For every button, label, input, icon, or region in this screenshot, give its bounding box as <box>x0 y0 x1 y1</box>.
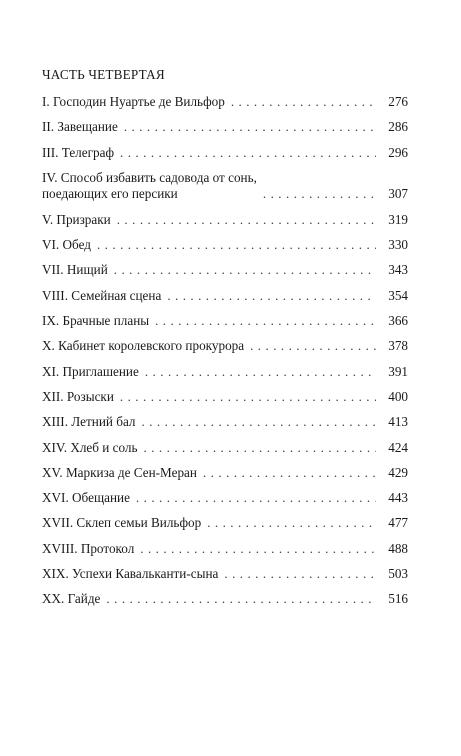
toc-entry-page: 413 <box>388 414 408 430</box>
toc-entry-page: 391 <box>388 363 408 379</box>
leader-dots <box>250 338 376 354</box>
toc-entry-page: 330 <box>388 237 408 253</box>
toc-entry-title: XIV. Хлеб и соль <box>42 439 138 455</box>
toc-entry-title: XV. Маркиза де Сен-Меран <box>42 464 197 480</box>
toc-entry-page: 400 <box>388 388 408 404</box>
toc-entry-title: IX. Брачные планы <box>42 313 150 329</box>
toc-entry-page: 296 <box>388 144 408 160</box>
table-of-contents <box>42 94 408 617</box>
toc-entry-title: X. Кабинет королевского прокурора <box>42 338 245 354</box>
toc-entry-3[interactable] <box>42 145 408 161</box>
toc-entry-7[interactable] <box>42 262 408 278</box>
toc-entry-title: XVI. Обещание <box>42 490 130 506</box>
leader-dots <box>106 591 376 607</box>
leader-dots <box>203 465 376 481</box>
toc-entry-2[interactable] <box>42 119 408 135</box>
toc-entry-title <box>42 170 263 202</box>
toc-entry-page: 443 <box>388 490 408 506</box>
leader-dots <box>120 389 376 405</box>
toc-entry-title: II. Завещание <box>42 119 118 135</box>
leader-dots <box>140 541 376 557</box>
leader-dots <box>114 262 376 278</box>
toc-entry-19[interactable] <box>42 566 408 582</box>
toc-entry-page: 286 <box>388 119 408 135</box>
toc-entry-16[interactable] <box>42 490 408 506</box>
leader-dots <box>167 288 376 304</box>
leader-dots <box>142 414 377 430</box>
toc-entry-17[interactable] <box>42 515 408 531</box>
leader-dots <box>155 313 376 329</box>
toc-entry-page: 488 <box>388 540 408 556</box>
toc-entry-title: XII. Розыски <box>42 388 114 404</box>
toc-entry-page: 503 <box>388 566 408 582</box>
leader-dots <box>231 94 376 110</box>
toc-entry-title: XIX. Успехи Кавальканти-сына <box>42 566 219 582</box>
leader-dots <box>124 119 376 135</box>
toc-entry-4[interactable] <box>42 170 408 202</box>
leader-dots <box>224 566 376 582</box>
leader-dots <box>144 440 376 456</box>
toc-entry-title: VI. Обед <box>42 237 91 253</box>
toc-entry-1[interactable] <box>42 94 408 110</box>
leader-dots <box>145 364 376 380</box>
toc-entry-18[interactable] <box>42 541 408 557</box>
toc-entry-page: 343 <box>388 262 408 278</box>
toc-entry-11[interactable] <box>42 364 408 380</box>
toc-entry-title-line-2: поедающих его персики <box>42 185 178 201</box>
toc-entry-title: I. Господин Нуартье де Вильфор <box>42 94 225 109</box>
toc-entry-page: 429 <box>388 464 408 480</box>
toc-entry-15[interactable] <box>42 465 408 481</box>
toc-entry-page: 477 <box>388 515 408 531</box>
toc-entry-13[interactable] <box>42 414 408 430</box>
toc-entry-page: 319 <box>388 211 408 227</box>
toc-entry-title: V. Призраки <box>42 211 111 227</box>
toc-entry-20[interactable] <box>42 591 408 607</box>
toc-entry-page: 516 <box>388 591 408 607</box>
toc-entry-6[interactable] <box>42 237 408 253</box>
toc-entry-title: XIII. Летний бал <box>42 414 136 430</box>
toc-entry-title: XVIII. Протокол <box>42 540 135 556</box>
part-title: ЧАСТЬ ЧЕТВЕРТАЯ <box>42 67 165 82</box>
toc-entry-page: 276 <box>388 94 408 109</box>
toc-entry-page: 378 <box>388 338 408 354</box>
toc-entry-5[interactable] <box>42 212 408 228</box>
toc-entry-12[interactable] <box>42 389 408 405</box>
toc-entry-title: VIII. Семейная сцена <box>42 287 162 303</box>
toc-entry-10[interactable] <box>42 338 408 354</box>
toc-entry-14[interactable] <box>42 440 408 456</box>
toc-entry-8[interactable] <box>42 288 408 304</box>
toc-entry-page: 307 <box>388 185 408 201</box>
toc-entry-title: XX. Гайде <box>42 591 101 607</box>
toc-entry-title-line-1: IV. Способ избавить садовода от сонь, <box>42 169 257 185</box>
toc-entry-page: 424 <box>388 439 408 455</box>
leader-dots <box>117 212 376 228</box>
leader-dots <box>207 515 376 531</box>
toc-entry-title: XVII. Склеп семьи Вильфор <box>42 515 202 531</box>
toc-entry-page: 366 <box>388 313 408 329</box>
leader-dots <box>97 237 376 253</box>
leader-dots <box>263 186 376 202</box>
toc-entry-9[interactable] <box>42 313 408 329</box>
toc-entry-title: III. Телеграф <box>42 144 115 160</box>
toc-entry-page: 354 <box>388 287 408 303</box>
leader-dots <box>136 490 376 506</box>
toc-entry-title: VII. Нищий <box>42 262 108 278</box>
leader-dots <box>120 145 376 161</box>
toc-entry-title: XI. Приглашение <box>42 363 139 379</box>
